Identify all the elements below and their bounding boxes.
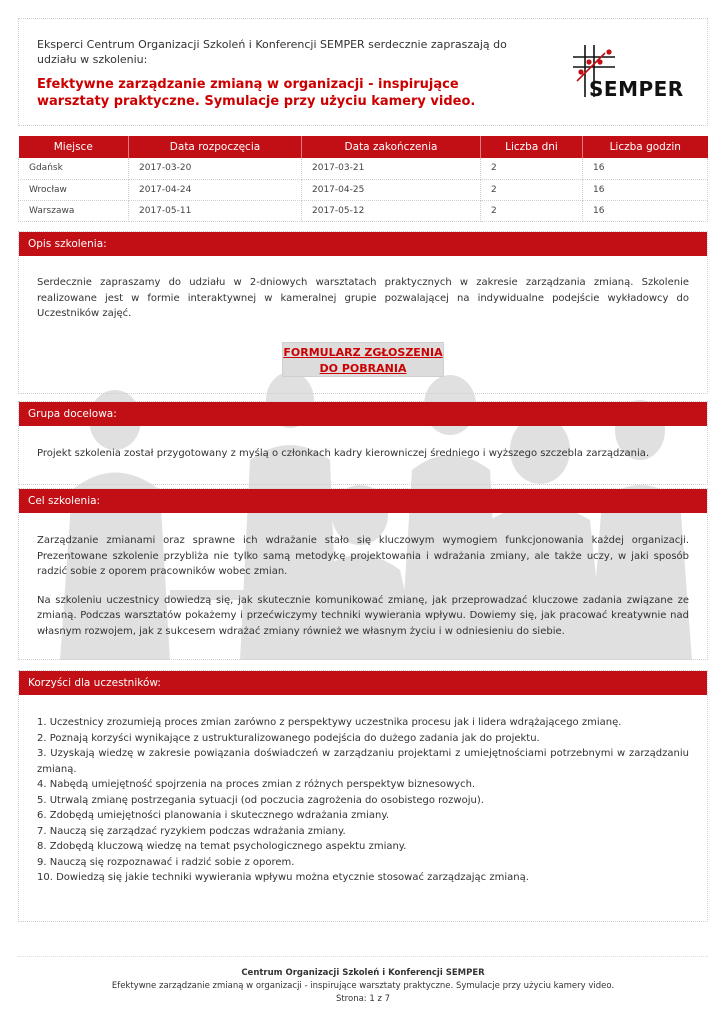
table-cell: 2017-03-20	[129, 158, 302, 179]
table-row	[19, 179, 708, 200]
list-item: 3. Uzyskają wiedzę w zakresie powiązania doświadczeń w zarządzaniu projektami z umiejętnościami potrzebnymi w zarządzaniu zmianą.	[37, 748, 689, 775]
list-item: 4. Nabędą umiejętność spojrzenia na proces zmian z różnych perspektyw biznesowych.	[37, 779, 476, 790]
list-item: 10. Dowiedzą się jakie techniki wywierania wpływu można etycznie stosować zarządzając zmianą.	[37, 872, 529, 883]
table-row	[19, 200, 708, 221]
column-header: Data zakończenia	[302, 136, 481, 158]
list-item: 1. Uczestnicy zrozumieją proces zmian zarówno z perspektywy uczestnika procesu jak i lidera wdrążającego zmianę.	[37, 717, 622, 728]
column-header: Data rozpoczęcia	[129, 136, 302, 158]
form-link-line2: DO POBRANIA	[319, 361, 407, 375]
opis-text: Serdecznie zapraszamy do udziału w 2-dniowych warsztatach praktycznych w zakresie zarządzania zmianą. Szkolenie realizowane jest w formie interaktywnej w kameralnej grupie pozwalającej na indywidualne podejście wykładowcy do Uczestników zajęć.	[37, 277, 689, 319]
header-box	[18, 18, 708, 126]
footer-page-number: Strona: 1 z 7	[335, 994, 391, 1004]
logo-wordmark: SEMPER	[589, 77, 684, 101]
table-cell: 16	[583, 179, 708, 200]
intro-text: Eksperci Centrum Organizacji Szkoleń i Konferencji SEMPER serdecznie zapraszają do udziału w szkoleniu:	[37, 38, 507, 66]
list-item: 8. Zdobędą kluczową wiedzę na temat psychologicznego aspektu zmiany.	[37, 841, 407, 852]
schedule-table-wrapper	[18, 136, 708, 222]
list-item: 7. Nauczą się zarządzać ryzykiem podczas wdrażania zmiany.	[37, 825, 346, 837]
list-item: 9. Nauczą się rozpoznawać i radzić sobie z oporem.	[37, 856, 295, 868]
table-cell: 2017-03-21	[302, 158, 481, 179]
table-cell: 2017-04-25	[302, 179, 481, 200]
section-heading: Korzyści dla uczestników:	[19, 671, 707, 695]
list-item: 2. Poznają korzyści wynikające z ustrukturalizowanego podejścia do dużego zadania jak do projektu.	[37, 732, 540, 744]
column-header: Miejsce	[19, 136, 129, 158]
table-cell: 2	[481, 158, 583, 179]
column-header: Liczba godzin	[583, 136, 708, 158]
section-heading: Opis szkolenia:	[19, 232, 707, 256]
benefits-list	[37, 715, 689, 886]
footer-organization: Centrum Organizacji Szkoleń i Konferencji SEMPER	[241, 968, 485, 978]
section-opis	[18, 231, 708, 394]
table-cell: 2017-05-11	[129, 200, 302, 221]
form-link-line1: FORMULARZ ZGŁOSZENIA	[283, 345, 443, 359]
table-cell: 2	[481, 179, 583, 200]
list-item: 6. Zdobędą umiejętności planowania i skutecznego wdrażania zmiany.	[37, 810, 390, 821]
table-row	[19, 158, 708, 179]
table-cell: Gdańsk	[19, 158, 129, 179]
course-title: Efektywne zarządzanie zmianą w organizacji - inspirujące warsztaty praktyczne. Symulacje przy użyciu kamery video.	[37, 77, 476, 109]
column-header: Liczba dni	[481, 136, 583, 158]
section-heading: Grupa docelowa:	[19, 402, 707, 426]
section-korzysci	[18, 670, 708, 922]
grupa-text: Projekt szkolenia został przygotowany z myślą o członkach kadry kierowniczej średniego i wyższego szczebla zarządzania.	[37, 448, 650, 459]
section-grupa	[18, 401, 708, 485]
table-cell: 16	[583, 158, 708, 179]
section-heading: Cel szkolenia:	[19, 489, 707, 513]
table-cell: 2	[481, 200, 583, 221]
list-item: 5. Utrwalą zmianę postrzegania sytuacji (od poczucia zagrożenia do osobistego rozwoju).	[37, 794, 484, 806]
cel-paragraph-2: Na szkoleniu uczestnicy dowiedzą się, jak skutecznie komunikować zmianę, jak przeprowadzać kluczowe zadania związane ze zmianą. Podczas warsztatów pokażemy i przećwiczymy techniki wywierania wpływu. Dowiemy się, jak pracować kreatywnie nad własnym rozwojem, jak z sukcesem wdrażać zmiany również we własnym życiu i w odniesieniu do siebie.	[37, 594, 689, 637]
registration-form-download-link[interactable]	[282, 342, 444, 377]
page-footer	[18, 956, 708, 1006]
footer-course-title: Efektywne zarządzanie zmianą w organizacji - inspirujące warsztaty praktyczne. Symulacje przy użyciu kamery video.	[111, 981, 615, 991]
semper-logo	[553, 41, 703, 103]
cel-paragraph-1: Zarządzanie zmianami oraz sprawne ich wdrażanie stało się kluczowym wymogiem funkcjonowania każdej organizacji. Prezentowane szkolenie przybliża nie tylko samą metodykę projektowania i wdrażania zmiany, ale także uczy, w jaki sposób radzić sobie z oporem pracowników wobec zmian.	[37, 535, 689, 577]
schedule-table	[18, 136, 708, 222]
table-cell: 2017-04-24	[129, 179, 302, 200]
table-cell: Warszawa	[19, 200, 129, 221]
table-header-row	[19, 136, 708, 158]
table-cell: Wrocław	[19, 179, 129, 200]
table-cell: 16	[583, 200, 708, 221]
section-cel	[18, 488, 708, 660]
table-cell: 2017-05-12	[302, 200, 481, 221]
